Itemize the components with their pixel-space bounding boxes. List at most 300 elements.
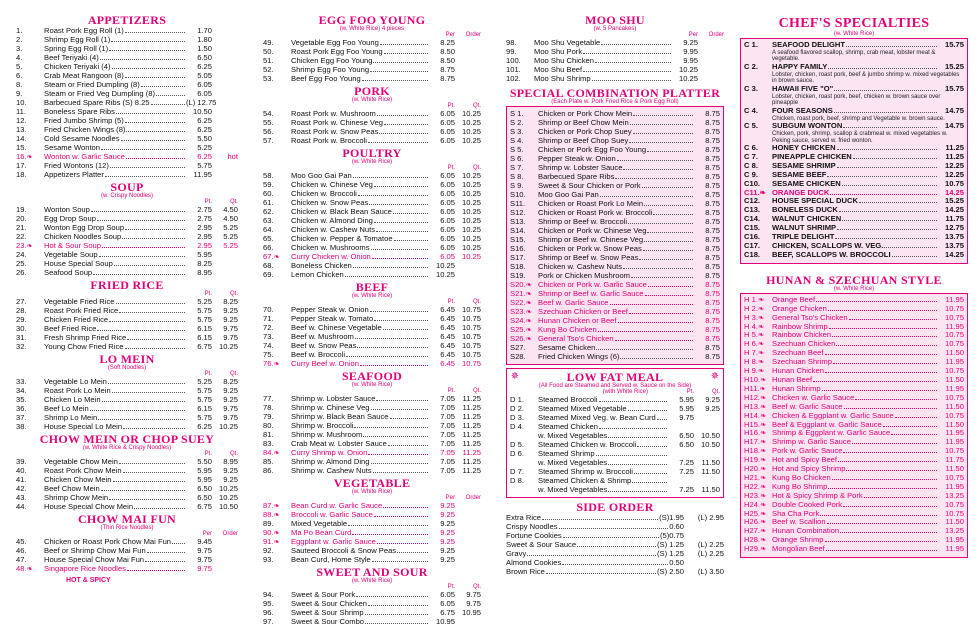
menu-item[interactable] (263, 590, 481, 599)
menu-item[interactable] (510, 226, 720, 235)
menu-item[interactable] (744, 224, 964, 233)
menu-item[interactable] (744, 456, 964, 465)
dot-leader (360, 360, 428, 366)
menu-item[interactable] (263, 501, 481, 510)
menu-item[interactable] (510, 235, 720, 244)
item-number: H14.❧ (744, 411, 767, 420)
item-name: Rainbow Shrimp (772, 322, 828, 331)
menu-item[interactable] (506, 513, 724, 522)
menu-item[interactable] (263, 243, 481, 252)
menu-item[interactable] (506, 549, 724, 558)
item-name: Chicken w. Black Bean Sauce (291, 207, 392, 216)
menu-item[interactable] (16, 223, 238, 232)
dot-leader (147, 547, 185, 553)
item-price: 6.05 (440, 136, 455, 145)
menu-item[interactable] (16, 297, 238, 306)
menu-item[interactable] (510, 413, 720, 422)
menu-item[interactable] (16, 134, 238, 143)
menu-item[interactable] (744, 367, 964, 376)
menu-item[interactable] (16, 35, 238, 44)
menu-item[interactable] (510, 325, 720, 334)
menu-item[interactable] (263, 394, 481, 403)
menu-item[interactable] (16, 475, 238, 484)
menu-item[interactable] (16, 546, 238, 555)
menu-section (263, 370, 481, 475)
item-number: H28.❧ (744, 536, 767, 545)
menu-item[interactable] (16, 259, 238, 268)
dot-leader (592, 75, 671, 81)
menu-item[interactable] (16, 44, 238, 53)
dot-leader (583, 48, 671, 54)
item-number: C 3. (744, 84, 758, 93)
menu-item[interactable] (510, 163, 720, 172)
menu-item[interactable] (263, 341, 481, 350)
price-header-label: Qt. (472, 103, 481, 109)
menu-item[interactable] (16, 107, 238, 116)
menu-item[interactable] (506, 47, 724, 56)
menu-item[interactable] (16, 404, 238, 413)
menu-item[interactable] (744, 189, 964, 198)
menu-item[interactable] (16, 342, 238, 351)
item-name: Beef w. Broccoli (291, 350, 346, 359)
menu-item[interactable] (744, 323, 964, 332)
menu-item[interactable] (744, 474, 964, 483)
menu-item[interactable] (263, 207, 481, 216)
menu-item[interactable] (510, 307, 720, 316)
menu-item[interactable] (263, 118, 481, 127)
menu-item[interactable] (510, 208, 720, 217)
menu-item[interactable] (263, 74, 481, 83)
item-number: 77. (263, 394, 274, 403)
menu-item[interactable] (744, 438, 964, 447)
menu-item[interactable] (263, 546, 481, 555)
menu-item[interactable] (263, 519, 481, 528)
menu-item[interactable] (510, 476, 720, 485)
dot-leader (388, 440, 428, 446)
menu-item[interactable] (744, 206, 964, 215)
item-number: S 8. (510, 172, 524, 181)
menu-item[interactable] (263, 332, 481, 341)
dot-leader (346, 351, 428, 357)
menu-item[interactable] (744, 358, 964, 367)
menu-item[interactable] (744, 510, 964, 519)
menu-item[interactable] (744, 251, 964, 260)
item-name: HONEY CHICKEN (772, 144, 836, 153)
menu-item[interactable] (510, 145, 720, 154)
menu-item[interactable] (263, 537, 481, 546)
item-price: 8.75 (705, 145, 720, 154)
menu-item[interactable] (744, 180, 964, 189)
menu-item[interactable] (263, 608, 481, 617)
item-price: 6.25 (197, 62, 212, 71)
menu-item[interactable] (263, 56, 481, 65)
menu-item[interactable] (510, 422, 720, 431)
menu-item[interactable] (510, 181, 720, 190)
item-number: H21.❧ (744, 473, 767, 482)
dot-leader (374, 217, 428, 223)
item-price: 6.05 (197, 89, 212, 98)
menu-item[interactable] (744, 518, 964, 527)
menu-item[interactable] (744, 242, 964, 251)
menu-item[interactable] (744, 527, 964, 536)
menu-item[interactable] (510, 271, 720, 280)
menu-item[interactable] (16, 250, 238, 259)
menu-item[interactable] (16, 268, 238, 277)
dot-leader (112, 387, 185, 393)
item-name: Moo Shu Chicken (534, 56, 594, 65)
item-number: S18. (510, 262, 526, 271)
menu-item[interactable] (263, 180, 481, 189)
menu-item[interactable] (263, 599, 481, 608)
menu-item[interactable] (510, 467, 720, 476)
menu-item[interactable] (16, 125, 238, 134)
menu-item[interactable] (510, 334, 720, 343)
menu-item[interactable] (16, 395, 238, 404)
item-price-large: 8.25 (223, 377, 238, 386)
menu-item[interactable] (263, 430, 481, 439)
menu-item[interactable] (510, 244, 720, 253)
menu-item[interactable] (744, 233, 964, 242)
menu-item[interactable] (744, 465, 964, 474)
menu-item[interactable] (263, 189, 481, 198)
menu-item[interactable] (744, 171, 964, 180)
menu-item[interactable] (16, 143, 238, 152)
menu-item[interactable] (16, 241, 238, 250)
menu-item[interactable] (263, 171, 481, 180)
item-number: H17.❧ (744, 438, 767, 447)
menu-item[interactable] (510, 431, 720, 440)
menu-item[interactable] (510, 136, 720, 145)
menu-item[interactable] (510, 298, 720, 307)
menu-item[interactable] (263, 528, 481, 537)
menu-item[interactable] (16, 502, 238, 511)
item-price: 12.25 (944, 170, 964, 179)
menu-item[interactable] (263, 466, 481, 475)
menu-item[interactable] (16, 232, 238, 241)
menu-item[interactable] (510, 118, 720, 127)
item-price: 13.75 (944, 233, 964, 242)
item-price-large: 11.25 (462, 457, 481, 466)
menu-item[interactable] (744, 314, 964, 323)
menu-item[interactable] (16, 214, 238, 223)
item-price: 11.95 (945, 384, 964, 393)
item-price-large: 11.50 (701, 485, 720, 494)
menu-item[interactable] (16, 26, 238, 35)
menu-item[interactable] (263, 65, 481, 74)
menu-item[interactable] (744, 403, 964, 412)
menu-item[interactable] (510, 289, 720, 298)
menu-item[interactable] (263, 234, 481, 243)
item-price-large: 11.25 (462, 394, 481, 403)
menu-item[interactable] (263, 350, 481, 359)
menu-item[interactable] (16, 422, 238, 431)
menu-item[interactable] (506, 558, 724, 567)
menu-item[interactable] (263, 225, 481, 234)
menu-item[interactable] (263, 457, 481, 466)
menu-item[interactable] (263, 359, 481, 368)
item-name: Kung Bo Chicken (538, 325, 597, 334)
item-number: C 9. (744, 170, 758, 179)
menu-item[interactable] (16, 53, 238, 62)
menu-item[interactable] (510, 395, 720, 404)
menu-item[interactable] (510, 154, 720, 163)
menu-item[interactable] (744, 144, 964, 153)
menu-item[interactable] (263, 314, 481, 323)
menu-item[interactable] (16, 80, 238, 89)
dot-leader (816, 296, 937, 302)
item-name: Orange Shrimp (772, 536, 824, 545)
item-name: Kung Bo Shrimp (772, 482, 828, 491)
menu-item[interactable] (744, 429, 964, 438)
menu-item[interactable] (744, 536, 964, 545)
menu-item[interactable] (510, 458, 720, 467)
menu-item[interactable] (510, 217, 720, 226)
menu-item[interactable] (744, 331, 964, 340)
menu-item[interactable] (263, 47, 481, 56)
menu-item[interactable] (263, 252, 481, 261)
menu-item[interactable] (744, 376, 964, 385)
dot-leader (383, 502, 428, 508)
item-description: Chicken, pork, shrimp, scallop & crabmeat w. mixed vegetables w. Peking sauce, served w. fried wonton. (772, 131, 948, 144)
dot-leader (648, 281, 693, 287)
menu-item[interactable] (744, 545, 964, 554)
item-price: 6.05 (440, 252, 455, 261)
dot-leader (355, 333, 428, 339)
item-number: C 4. (744, 106, 758, 115)
item-price-large: 10.75 (461, 323, 481, 332)
menu-item[interactable] (263, 323, 481, 332)
menu-item[interactable] (510, 262, 720, 271)
menu-item[interactable] (744, 385, 964, 394)
menu-item[interactable] (506, 38, 724, 47)
menu-item[interactable] (16, 62, 238, 71)
menu-item[interactable] (510, 316, 720, 325)
menu-item[interactable] (510, 253, 720, 262)
menu-item[interactable] (16, 377, 238, 386)
menu-item[interactable] (744, 85, 964, 94)
menu-item[interactable] (510, 190, 720, 199)
item-price-large: 9.75 (466, 599, 481, 608)
menu-item[interactable] (16, 564, 238, 573)
item-number: 18. (16, 170, 27, 179)
menu-item[interactable] (16, 333, 238, 342)
dot-leader (822, 385, 937, 391)
item-name: Curry Chicken w. Onion (291, 252, 371, 261)
menu-item[interactable] (744, 296, 964, 305)
item-name: Brown Rice (506, 567, 545, 576)
menu-item[interactable] (263, 198, 481, 207)
menu-item[interactable] (510, 343, 720, 352)
menu-item[interactable] (744, 153, 964, 162)
menu-item[interactable] (506, 74, 724, 83)
dot-leader (608, 486, 667, 492)
menu-item[interactable] (744, 107, 964, 116)
item-name: Chicken Egg Foo Young (291, 56, 373, 65)
menu-item[interactable] (506, 540, 724, 549)
menu-item[interactable] (744, 394, 964, 403)
menu-item[interactable] (16, 413, 238, 422)
menu-item[interactable] (16, 89, 238, 98)
menu-item[interactable] (510, 199, 720, 208)
menu-item[interactable] (744, 122, 964, 131)
price-header-label: Qt. (472, 584, 481, 590)
menu-item[interactable] (16, 555, 238, 564)
menu-item[interactable] (510, 352, 720, 361)
menu-item[interactable] (16, 152, 238, 161)
item-name: Vegetable Chow Mein (44, 457, 118, 466)
item-name: Moo Shu Pork (534, 47, 583, 56)
price-header-label: Qt. (229, 371, 238, 377)
menu-item[interactable] (263, 421, 481, 430)
item-name: Sesame Wonton (44, 143, 101, 152)
dot-leader (837, 162, 937, 168)
menu-item[interactable] (16, 315, 238, 324)
dot-leader (145, 556, 185, 562)
item-number: 75. (263, 350, 274, 359)
item-name: Kung Bo Chicken (772, 473, 831, 482)
menu-item[interactable] (744, 340, 964, 349)
menu-section (16, 433, 238, 511)
menu-item[interactable] (16, 306, 238, 315)
menu-item[interactable] (16, 537, 238, 546)
menu-item[interactable] (16, 161, 238, 170)
item-price: 9.25 (683, 38, 698, 47)
menu-item[interactable] (263, 216, 481, 225)
item-number: 35. (16, 395, 27, 404)
item-name: Hot & Sour Soup (44, 241, 101, 250)
item-name: Shrimp or Beef w. Chinese Veg (538, 235, 644, 244)
item-name: Boneless Spare Ribs (44, 107, 115, 116)
item-price-large: 10.25 (461, 109, 481, 118)
dot-leader (600, 191, 693, 197)
item-price-large: 11.25 (462, 421, 481, 430)
dot-leader (372, 253, 428, 259)
menu-item[interactable] (744, 305, 964, 314)
menu-item[interactable] (744, 63, 964, 72)
menu-item[interactable] (510, 172, 720, 181)
menu-item[interactable] (263, 127, 481, 136)
item-name: Beef w. Garlic Sauce (772, 402, 843, 411)
menu-item[interactable] (263, 439, 481, 448)
dot-leader (100, 54, 185, 60)
item-name: House Special Soup (44, 259, 113, 268)
menu-item[interactable] (510, 127, 720, 136)
menu-item[interactable] (16, 466, 238, 475)
menu-item[interactable] (506, 56, 724, 65)
item-price: 6.45 (440, 323, 455, 332)
item-number: 49. (263, 38, 274, 47)
menu-item[interactable] (744, 492, 964, 501)
menu-item[interactable] (16, 324, 238, 333)
item-price: 13.25 (944, 491, 964, 500)
menu-item[interactable] (263, 38, 481, 47)
price-header-label: Order (465, 32, 481, 38)
menu-item[interactable] (16, 98, 238, 107)
menu-item[interactable] (16, 493, 238, 502)
menu-item[interactable] (16, 71, 238, 80)
menu-item[interactable] (506, 65, 724, 74)
dot-leader (834, 107, 937, 113)
menu-item[interactable] (16, 205, 238, 214)
price-header-label: Pt. (447, 103, 455, 109)
menu-item[interactable] (510, 449, 720, 458)
menu-item[interactable] (263, 412, 481, 421)
menu-item[interactable] (744, 197, 964, 206)
item-name: Shrimp w. Chinese Veg (291, 403, 370, 412)
menu-item[interactable] (16, 386, 238, 395)
menu-item[interactable] (744, 349, 964, 358)
menu-item[interactable] (16, 457, 238, 466)
item-price: 8.75 (705, 262, 720, 271)
menu-item[interactable] (263, 305, 481, 314)
menu-item[interactable] (263, 270, 481, 279)
wine-glass-icon: ✵ (510, 371, 520, 382)
item-name: Shrimp & Eggplant w. Garlic Sauce (772, 429, 891, 438)
item-number: 51. (263, 56, 274, 65)
item-price: 5.95 (679, 404, 694, 413)
menu-item[interactable] (744, 421, 964, 430)
menu-item[interactable] (506, 567, 724, 576)
menu-item[interactable] (263, 448, 481, 457)
dot-leader (125, 72, 185, 78)
menu-item[interactable] (510, 404, 720, 413)
menu-item[interactable] (263, 136, 481, 145)
dot-leader (365, 609, 428, 615)
item-number: 68. (263, 261, 274, 270)
menu-item[interactable] (506, 531, 724, 540)
item-price: 10.75 (944, 473, 964, 482)
menu-item[interactable] (744, 41, 964, 50)
menu-item[interactable] (506, 522, 724, 531)
section-title: SWEET AND SOUR (316, 565, 428, 579)
menu-item[interactable] (263, 109, 481, 118)
item-name: Beef w. Scallion (772, 518, 826, 527)
item-name: Shrimp or Beef w. Snow Peas (538, 253, 639, 262)
item-name: Hot and Spicy Shrimp (772, 465, 846, 474)
menu-item[interactable] (16, 116, 238, 125)
item-name: Almond Cookies (506, 558, 562, 567)
section-subtitle: (with White Rice) (602, 389, 648, 395)
item-price-large: 11.25 (462, 448, 481, 457)
menu-item[interactable] (263, 617, 481, 626)
item-price: 8.75 (705, 181, 720, 190)
menu-item[interactable] (510, 485, 720, 494)
menu-item[interactable] (744, 501, 964, 510)
menu-item[interactable] (744, 215, 964, 224)
menu-item[interactable] (16, 170, 238, 179)
item-price: 6.05 (440, 189, 455, 198)
item-price-large: 5.25 (223, 232, 238, 241)
menu-item[interactable] (744, 483, 964, 492)
menu-item[interactable] (510, 109, 720, 118)
menu-item[interactable] (16, 484, 238, 493)
menu-item[interactable] (510, 280, 720, 289)
menu-item[interactable] (744, 162, 964, 171)
menu-item[interactable] (263, 261, 481, 270)
menu-item[interactable] (263, 403, 481, 412)
item-price: 9.95 (683, 56, 698, 65)
dot-leader (839, 206, 937, 212)
menu-item[interactable] (744, 447, 964, 456)
menu-item[interactable] (263, 555, 481, 564)
menu-section (263, 85, 481, 145)
section-title: HUNAN & SZECHUAN STYLE (766, 272, 942, 287)
item-price: 6.45 (440, 350, 455, 359)
menu-item[interactable] (263, 510, 481, 519)
menu-item[interactable] (744, 412, 964, 421)
menu-item[interactable] (510, 440, 720, 449)
item-price-large: 11.50 (701, 467, 720, 476)
